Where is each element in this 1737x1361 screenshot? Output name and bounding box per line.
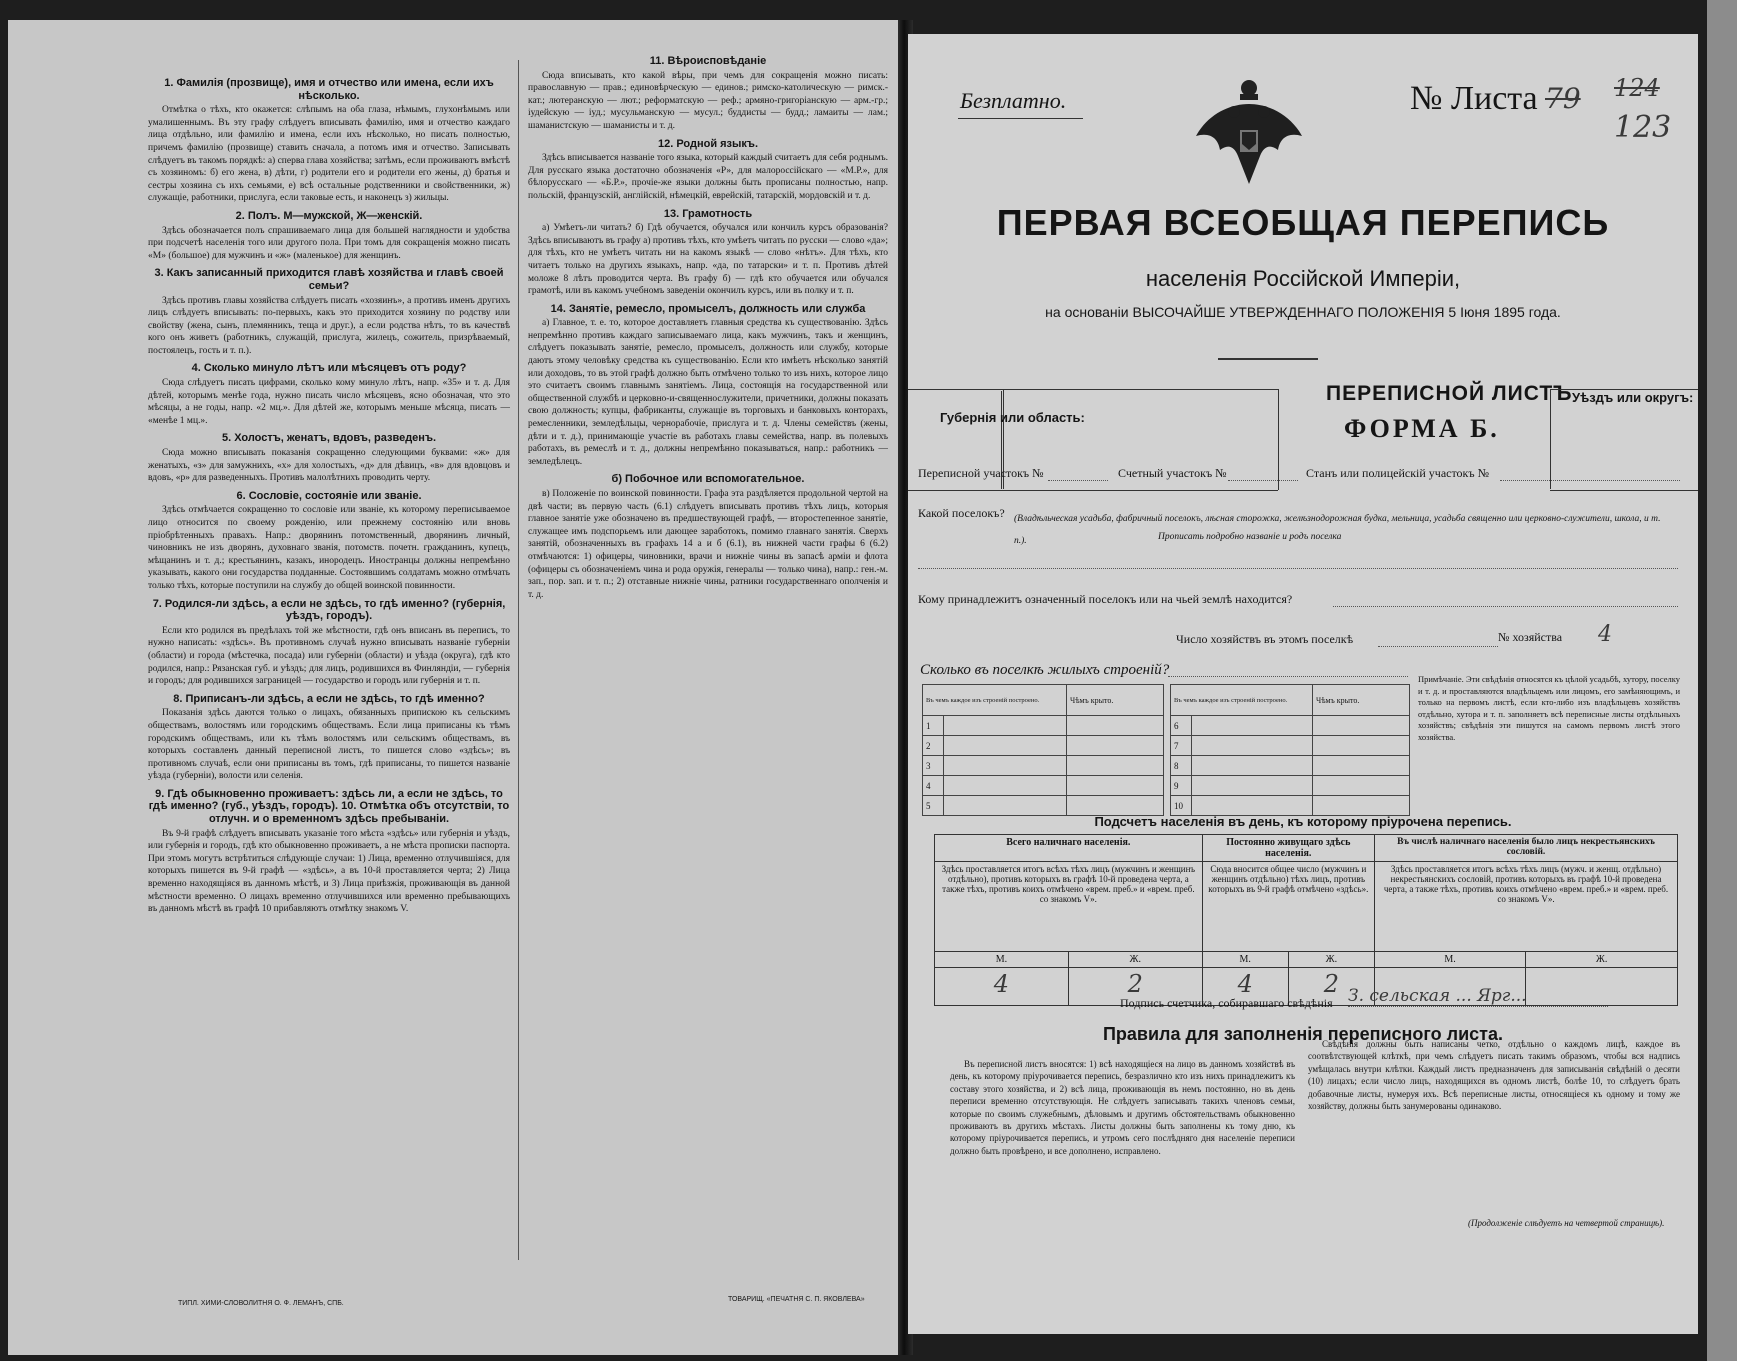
- male-header: М.: [935, 952, 1069, 968]
- section-text: Показанія здѣсь даются только о лицахъ, обязанныхъ припискою къ сельскимъ обществамъ, волостямъ или городскимъ обществамъ. Если лица приписаны къ тѣмъ городскимъ обществамъ, или къ тѣмъ волостямъ или сельскимъ обществамъ, въ которыхъ составленъ данный переписной листъ, то пишется слово «здѣсь»; въ противномъ случаѣ, если они приписаны въ томъ, гдѣ приписаны, то пишется названіе уѣзда (губерніи), волости или селенія.: [148, 708, 510, 782]
- section-text: а) Умѣетъ-ли читать? б) Гдѣ обучается, обучался или кончилъ курсъ образованія? Здѣсь вписываютъ въ графу а) противъ тѣхъ, кто умѣетъ читать по русски — слово «да»; для тѣхъ, кто не умѣетъ читать ни на какомъ языкѣ — слово «нѣтъ». Для тѣхъ, кто читаетъ только на другихъ языкахъ, напр. «да, по татарски» и т. п. Противъ дѣтей моложе 8 лѣтъ проводится черта. Въ графу б) — гдѣ кто обучается или обучался грамотѣ, или въ какомъ учебномъ заведеніи окончилъ курсъ, или въ полку и т. п.: [528, 223, 888, 297]
- dwelling-row: 4: [923, 776, 1164, 796]
- population-table: [934, 834, 1678, 1006]
- imprint-left: ТИПЛ. ХИМИ-СЛОВОЛИТНЯ О. Ф. ЛЕМАНЪ, СПБ.: [178, 1300, 344, 1307]
- section-text: Здѣсь вписывается названіе того языка, который каждый считаетъ для себя роднымъ. Для русскаго языка достаточно обозначенія «Р», для малороссійскаго — «М.Р.», для бѣлорусскаго — «Б.Р.», прочіе-же языки должны быть прописаны полностью, напр. польскій, французскій, англійскій, нѣмецкій, еврейскій, татарскій, мордовскій и т. д.: [528, 153, 888, 201]
- section-text: а) Главное, т. е. то, которое доставляетъ главныя средства къ существованію. Здѣсь непремѣнно противъ каждаго записываемаго лица, какъ мужчинъ, такъ и женщинъ, слѣдуетъ показывать занятіе, ремесло, промыселъ, должность или службу, которые даютъ этому человѣку средства къ существованію. Если кто имѣетъ нѣсколько занятій или доходовъ, то въ этой графѣ должно быть отмѣчено только то изъ нихъ, которое лицо это считаетъ своимъ главнымъ занятіемъ. Лица, состоящія на государственной или общественной службѣ и церковно-и-священнослужители, причетники, должны показать свою должность; купцы, фабриканты, служащіе въ торговыхъ и банковыхъ конторахъ, ремесленники, земледѣльцы, чернорабочіе, прислуга и т. д. Члены семействъ (жены, дѣти и т. д.), принимающіе участіе въ работахъ главы семейства, напр. въ полевыхъ работахъ, въ ремеслѣ и т. д., должны непремѣнно показываться, напр.: работникъ — земледѣлецъ.: [528, 318, 888, 467]
- camp-field[interactable]: [1500, 480, 1680, 481]
- settlement-hint-2: Прописать подробно названіе и родъ поселка: [1158, 532, 1342, 542]
- sheet-number: 79: [1545, 82, 1581, 115]
- section-heading: 3. Какъ записанный приходится главѣ хозяйства и главѣ своей семьи?: [154, 267, 504, 292]
- section-text: Здѣсь обозначается полъ спрашиваемаго лица для большей наглядности и удобства при подсчетѣ населенія того или другого пола. При томъ для сокращенія можно писать «М» (большое) для мужчинъ и «ж» (маленькое) для женщинъ.: [148, 225, 510, 261]
- scanner-edge: [1707, 0, 1737, 1361]
- right-page: [908, 34, 1698, 1334]
- free-label: Безплатно.: [960, 88, 1067, 113]
- rules-column-1: Въ переписной листъ вносятся: 1) всѣ находящіеся на лицо въ данномъ хозяйствѣ въ день, къ которому пріурочивается перепись, безразлично кто изъ нихъ принадлежитъ къ составу этого хозяйства, и 2) всѣ лица, проживающія въ немъ постоянно, но въ день переписи временно отсутствующія. Не слѣдуетъ записывать такихъ членовъ семьи, которые по своимъ служебнымъ, дѣловымъ и другимъ обстоятельствамъ обыкновенно проживаютъ въ другихъ мѣстахъ. Листы должны быть заполнены къ тому дню, къ которому пріурочивается перепись, и утромъ сего послѣдняго дня населеніе переписи должно быть провѣрено, и все дополнено, исправлено.: [950, 1059, 1295, 1156]
- dwelling-row: 3: [923, 756, 1164, 776]
- present-female-value[interactable]: 2: [1068, 968, 1202, 1006]
- dwellings-table-right: [1170, 684, 1410, 816]
- dwelling-row: 7: [1171, 736, 1410, 756]
- dwelling-row: 10: [1171, 796, 1410, 816]
- owner-field[interactable]: [1333, 606, 1678, 607]
- section-text: Здѣсь отмѣчается сокращенно то сословіе или званіе, къ которому переписываемое лицо относится по своему рожденію, или прежнему состоянію или вновь пріобрѣтенныхъ правахъ. Напр.: дворянинъ потомственный, дворянинъ личный, чиновникъ не изъ дворянъ, духовнаго званія, потомств. почетн. гражданинъ, купецъ, мѣщанинъ и т. д.; крестьянинъ, казакъ, инородецъ. Иностранцы должны непремѣнно указывать, какого они государства подданные. Состоявшимъ солдатамъ можно отмѣчать только тѣхъ, которые поступили на службу до общей воинской повинности.: [148, 505, 510, 591]
- section-text: Сюда вписывать, кто какой вѣры, при чемъ для сокращенія можно писать: православную — прав.; единовѣрческую — единов.; римско-католическую — римск.-кат.; лютеранскую — лют.; реформатскую — реф.; армяно-григоріанскую — арм.-гр.; іудейскую — іуд.; мусульманскую — мусул.; буддисты — будд.; ламаиты — лам.; шаманистскую — шаманисты и т. д.: [528, 70, 888, 131]
- female-header: Ж.: [1068, 952, 1202, 968]
- dwellings-note: Примѣчаніе. Эти свѣдѣнія относятся къ цѣлой усадьбѣ, хутору, поселку и т. д. и проставляются владѣльцемъ или лицомъ, его замѣняющимъ, и только на первомъ листѣ, если кто-либо изъ владѣльцевъ хозяйствъ отдѣльно, хутора и т. п. заполняетъ всѣ переписные листы отдѣльныхъ хозяйствъ; свѣдѣнія эти пишутся на самомъ первомъ листѣ этого хозяйства.: [1418, 674, 1680, 742]
- census-title: ПЕРВАЯ ВСЕОБЩАЯ ПЕРЕПИСЬ: [996, 202, 1610, 243]
- dwell-head-type: Въ чемъ каждое изъ строеній построено.: [926, 696, 1040, 704]
- continued-note: (Продолженіе слѣдуетъ на четвертой страницѣ).: [1468, 1218, 1665, 1228]
- section-heading: 9. Гдѣ обыкновенно проживаетъ: здѣсь ли, а если не здѣсь, то гдѣ именно? (губ., уѣздъ, городъ). 10. Отмѣтка объ отсутствіи, то отлучн. и о временномъ здѣсь пребываніи.: [148, 787, 510, 826]
- section-heading: 7. Родился-ли здѣсь, а если не здѣсь, то гдѣ именно? (губернія, уѣздъ, городъ).: [152, 597, 506, 623]
- census-basis: на основаніи ВЫСОЧАЙШЕ УТВЕРЖДЕННАГО ПОЛОЖЕНІЯ 5 Іюня 1895 года.: [1045, 304, 1561, 320]
- sheet-number-label: № Листа: [1410, 80, 1538, 117]
- count-area-label: Счетный участокъ №: [1118, 466, 1227, 480]
- imperial-eagle-emblem: [1190, 74, 1308, 192]
- section-heading: 12. Родной языкъ.: [657, 137, 758, 150]
- camp-label: Станъ или полицейскій участокъ №: [1306, 466, 1490, 480]
- female-header: Ж.: [1288, 952, 1374, 968]
- district-label: Уѣздъ или округъ:: [1572, 390, 1694, 405]
- present-male-value[interactable]: 4: [935, 968, 1069, 1006]
- settlement-hint: (Владѣльческая усадьба, фабричный поселокъ, лѣсная сторожка, желѣзнодорожная будка, мельница, усадьба священно или церковно-служители, школа, и т. п.).: [1014, 514, 1661, 546]
- pop-col3-head: Въ числѣ наличнаго населенія было лицъ некрестьянскихъ сословій.: [1374, 835, 1677, 862]
- form-title: ПЕРЕПИСНОЙ ЛИСТЪ: [1326, 382, 1573, 405]
- section-text: в) Положеніе по воинской повинности. Графа эта раздѣляется продольной чертой на двѣ части; въ первую часть (6.1) слѣдуетъ вписывать противъ тѣхъ лицъ, которыя главное занятіе уже обозначено въ предшествующей графѣ, — второстепенное занятіе, служащее имъ подспорьемъ или дающее заработокъ, помимо главнаго занятія. Сверхъ занятій, обозначенныхъ въ графахъ 14 а и б (6.1), въ нижней части графы 6 (6.2) отмѣчаются: 1) офицеры, чиновники, врачи и нижніе чины въ запасѣ арміи и флота (офицеры съ обозначеніемъ чина и рода оружія, генералы — только чина), напр.: ген.-м. зап., пор. зап. и т. п.; 2) отставные нижніе чины, ратники государственнаго ополченія и т. д.: [528, 489, 888, 600]
- archive-number-crossed: 124: [1614, 74, 1660, 102]
- section-heading: 4. Сколько минуло лѣтъ или мѣсяцевъ отъ роду?: [191, 362, 467, 375]
- census-area-field[interactable]: [1048, 480, 1108, 481]
- rules-column-2: Свѣдѣнія должны быть написаны четко, отдѣльно о каждомъ лицѣ, каждое въ соотвѣтствующей клѣткѣ, при чемъ слѣдуетъ писать такимъ образомъ, чтобы вся надпись умѣщалась внутри клѣтки. Каждый листъ предназначенъ для записыванія свѣдѣній о десяти (10) лицахъ; если число лицъ, находящихся въ одномъ листѣ, болѣе 10, то слѣдуетъ брать добавочные листы, нумеруя ихъ. Всѣ переписные листы, относящіеся къ одному и тому же хозяйству, должны быть занумерованы одинаково.: [1308, 1039, 1680, 1112]
- dwell-head-roof: Чѣмъ крыто.: [1070, 695, 1114, 705]
- province-label: Губернія или область:: [940, 410, 1085, 425]
- section-heading: 8. Приписанъ-ли здѣсь, а если не здѣсь, то гдѣ именно?: [173, 692, 485, 705]
- section-heading: 1. Фамилія (прозвище), имя и отчество или имена, если ихъ нѣсколько.: [164, 77, 494, 102]
- household-no-value: 4: [1598, 622, 1612, 647]
- section-heading: 14. Занятіе, ремесло, промыселъ, должность или служба: [550, 302, 866, 315]
- section-text: Въ 9-й графѣ слѣдуетъ вписывать указаніе того мѣста «здѣсь» или губернія и уѣздъ, или губернія и городъ, гдѣ кто обыкновенно проживаетъ, а не мѣста прописки паспорта. При этомъ могутъ встрѣтиться слѣдующіе случаи: 1) Лица, временно отлучившіяся, для которыхъ пишется въ 9-й графѣ — «здѣсь», а въ 10-й проставляется черта; 2) Лица временно находящіяся въ данномъ мѣстѣ, и 3) Лица приѣзжія, проживающія въ данной мѣстности временно. О лицахъ временно отлучившихся или временно пребывающихъ въ данномъ мѣстѣ въ графѣ 10 прибавляютъ отмѣтку знакомъ V.: [148, 828, 510, 915]
- dwelling-row: 8: [1171, 756, 1410, 776]
- rules-title: Правила для заполненія переписного листа.: [1102, 1024, 1504, 1044]
- dwell-head-roof: Чѣмъ крыто.: [1316, 695, 1360, 705]
- signature-value[interactable]: З. сельская ... Ярг...: [1348, 986, 1608, 1007]
- male-header: М.: [1374, 952, 1525, 968]
- section-heading: б) Побочное или вспомогательное.: [611, 473, 805, 486]
- column-divider: [518, 60, 519, 1260]
- population-title: Подсчетъ населенія въ день, къ которому пріурочена перепись.: [1094, 814, 1512, 829]
- section-heading: 11. Вѣроисповѣданіе: [649, 55, 767, 67]
- buildings-field[interactable]: [1168, 676, 1408, 677]
- buildings-label: Сколько въ поселкѣ жилыхъ строеній?: [920, 662, 1170, 678]
- imprint-right: ТОВАРИЩ. «ПЕЧАТНЯ С. П. ЯКОВЛЕВА»: [728, 1296, 865, 1303]
- households-field[interactable]: [1378, 646, 1498, 647]
- pop-col1-text: Здѣсь проставляется итогъ всѣхъ тѣхъ лицъ (мужчинъ и женщинъ отдѣльно), противъ которыхъ въ графѣ 10-й проведена черта, а также тѣхъ, противъ коихъ отмѣчено «врем. преб.» и «врем. преб. со знакомъ V».: [935, 862, 1203, 952]
- settlement-label: Какой поселокъ?: [918, 506, 1005, 520]
- households-label: Число хозяйствъ въ этомъ поселкѣ: [1176, 632, 1354, 646]
- section-heading: 13. Грамотность: [663, 207, 753, 220]
- household-no-label: № хозяйства: [1498, 630, 1563, 644]
- resident-female-value[interactable]: 2: [1288, 968, 1374, 1006]
- instructions-column-1: [148, 72, 510, 1272]
- dwelling-row: 1: [923, 716, 1164, 736]
- male-header: М.: [1202, 952, 1288, 968]
- signature-label: Подпись счетчика, собиравшаго свѣдѣнія: [1120, 996, 1333, 1010]
- archive-number: 123: [1614, 110, 1672, 145]
- census-subtitle: населенія Россійской Имперіи,: [1145, 266, 1461, 291]
- dwelling-row: 2: [923, 736, 1164, 756]
- dwell-head-type: Въ чемъ каждое изъ строеній построено.: [1174, 696, 1288, 704]
- pop-col2-head: Постоянно живущаго здѣсь населенія.: [1202, 835, 1374, 862]
- section-heading: 6. Сословіе, состояніе или званіе.: [236, 489, 422, 502]
- count-area-field[interactable]: [1228, 480, 1298, 481]
- dwelling-row: 6: [1171, 716, 1410, 736]
- female-header: Ж.: [1526, 952, 1678, 968]
- section-text: Если кто родился въ предѣлахъ той же мѣстности, гдѣ онъ вписанъ въ переписъ, то нужно написать: «здѣсь». Въ противномъ случаѣ нужно вписывать названіе губерніи (области) и города (мѣстечка, посада) или губерніи (области) и уѣзда (округа), гдѣ кто родился, напр.: Рязанская губ. и уѣздъ; для лицъ, родившихся въ Финляндіи, — губернія и городъ; для родившихся заграницей — государство и городъ или губернія и т. п.: [148, 625, 510, 687]
- resident-male-value[interactable]: 4: [1202, 968, 1288, 1006]
- section-heading: 5. Холостъ, женатъ, вдовъ, разведенъ.: [221, 432, 437, 445]
- pop-col1-head: Всего наличнаго населенія.: [935, 835, 1203, 862]
- form-name: ФОРМА Б.: [1344, 414, 1500, 443]
- settlement-field[interactable]: [918, 568, 1678, 569]
- census-area-label: Переписной участокъ №: [918, 466, 1044, 480]
- pop-col3-text: Здѣсь проставляется итогъ всѣхъ тѣхъ лицъ (мужч. и женщ. отдѣльно) некрестьянскихъ сословій, противъ которыхъ въ графѣ 10-й проведена черта, а также тѣхъ, противъ коихъ отмѣчено «врем. преб.» и «врем. преб. со знакомъ V».: [1374, 862, 1677, 952]
- dwelling-row: 5: [923, 796, 1164, 816]
- section-text: Отмѣтка о тѣхъ, кто окажется: слѣпымъ на оба глаза, нѣмымъ, глухонѣмымъ или умалишеннымъ. Въ эту графу слѣдуетъ вписывать фамилію, имя и отчество каждаго лица отдѣльно, или фамилію и имена, если ихъ нѣсколько, но писать полностью, причемъ фамилію (прозвище) ставить сначала, а потомъ имя и отчество. Записывать слѣдуетъ въ такомъ порядкѣ: а) сперва глава хозяйства; затѣмъ, если проживаютъ вмѣстѣ съ хозяиномъ: б) его жена, в) дѣти, г) родители его и родители его жены, д) братья и сестры хозяина съ ихъ семьями, е) всѣ остальные родственники и свойственники, ж) служащіе, работники, прислуга, если таковые есть, и наконецъ з) жильцы.: [148, 105, 510, 204]
- section-text: Сюда можно вписывать показанія сокращенно следующими буквами: «ж» для женатыхъ, «з» для замужнихъ, «х» для холостыхъ, «д» для дѣвицъ, «в» для вдовцовъ и вдовъ, «р» для разведенныхъ. Противъ малолѣтнихъ проводить черту.: [148, 448, 510, 484]
- left-page: [8, 20, 898, 1355]
- instructions-column-2: [528, 50, 888, 1265]
- owner-label: Кому принадлежитъ означенный поселокъ или на чьей землѣ находится?: [918, 592, 1293, 606]
- section-heading: 2. Полъ. М—мужской, Ж—женскій.: [235, 209, 423, 222]
- section-text: Сюда слѣдуетъ писать цифрами, сколько кому минуло лѣтъ, напр. «35» и т. д. Для дѣтей, которымъ менѣе года, нужно писать число мѣсяцевъ, ясно обозначая, что это мѣсяцы, а не годы, напр. «2 мц.». Для дѣтей же, которымъ меньше мѣсяца, писать — «менѣе 1 мц.».: [148, 378, 510, 426]
- pop-col2-text: Сюда вносится общее число (мужчинъ и женщинъ отдѣльно) тѣхъ лицъ, противъ которыхъ въ 9-й графѣ отмѣчено «здѣсь».: [1202, 862, 1374, 952]
- section-text: Здѣсь противъ главы хозяйства слѣдуетъ писать «хозяинъ», а противъ именъ другихъ лицъ слѣдуетъ вписывать: по-первыхъ, какъ это приходится хозяину по родству или свойству (жена, сынъ, племянникъ, теща и друг.), а если родства нѣтъ, то въ качествѣ кого онъ живетъ (работникъ, служащій, прислуга, жилецъ, сожитель, призрѣваемый, постоялецъ, гость и т. п.).: [148, 295, 510, 356]
- dwellings-table-left: [922, 684, 1164, 816]
- dwelling-row: 9: [1171, 776, 1410, 796]
